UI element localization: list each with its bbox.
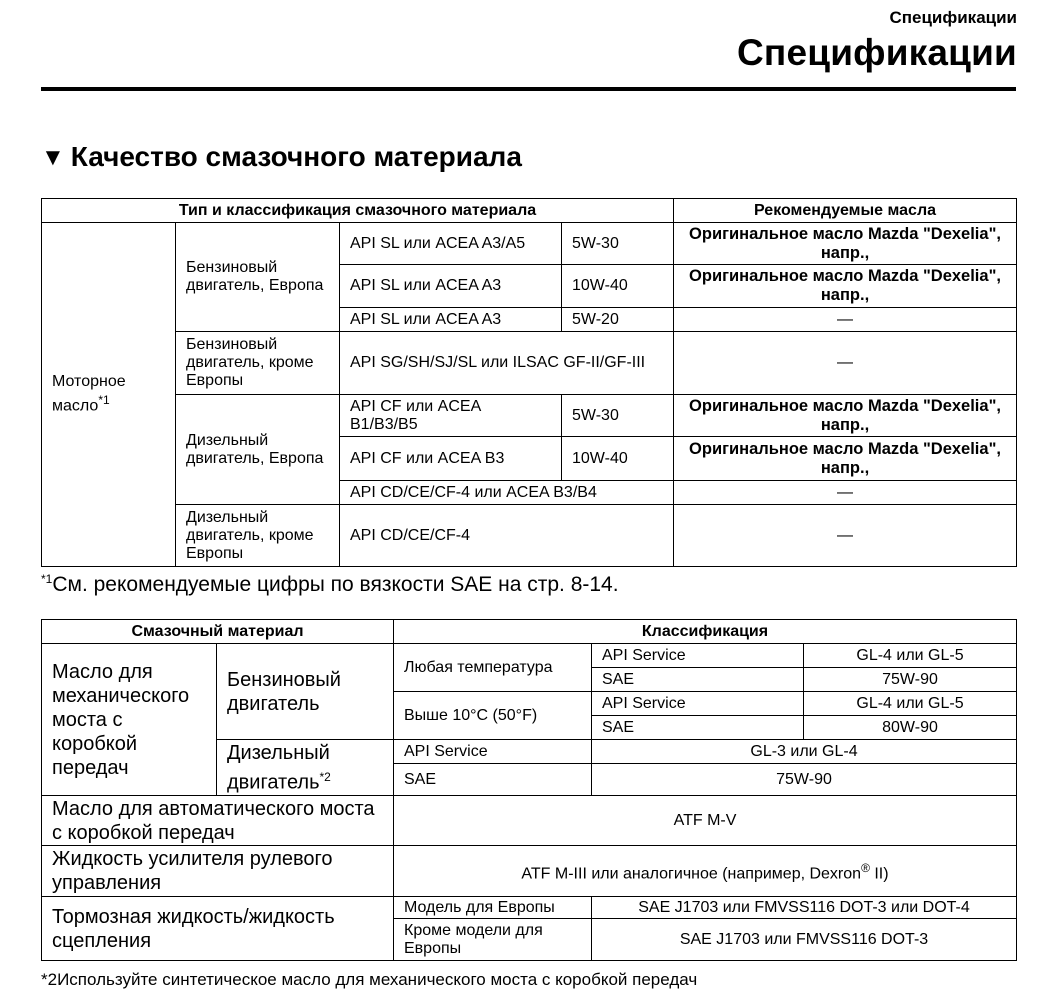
atf-axle-cell: Масло для автоматического моста с коробкой передач (42, 796, 394, 846)
steering-fluid-value (394, 846, 1017, 897)
recommended-cell: — (674, 332, 1017, 395)
triangle-marker-icon: ▼ (41, 144, 65, 171)
footnote-1 (41, 572, 619, 597)
brake-fluid-cell: Тормозная жидкость/жидкость сцепления (42, 897, 394, 961)
spec-cell: API CF или ACEA B1/B3/B5 (340, 395, 562, 437)
atf-axle-value: ATF M-V (394, 796, 1017, 846)
footnote-mark: *1 (98, 393, 110, 408)
spec-cell: API CF или ACEA B3 (340, 437, 562, 481)
column-header-recommended: Рекомендуемые масла (674, 199, 1017, 223)
engine-cell: Бензиновый двигатель, Европа (176, 223, 340, 332)
petrol-engine-cell: Бензиновый двигатель (217, 644, 394, 740)
spec-cell: API SG/SH/SJ/SL или ILSAC GF-II/GF-III (340, 332, 674, 395)
api-service-label: API Service (394, 740, 592, 764)
viscosity-cell: 10W-40 (562, 437, 674, 481)
engine-oil-table (41, 198, 1017, 567)
recommended-cell: Оригинальное масло Mazda "Dexelia", напр., (674, 223, 1017, 265)
spec-cell: API SL или ACEA A3 (340, 265, 562, 308)
viscosity-cell: 5W-30 (562, 223, 674, 265)
non-europe-model-cell: Кроме модели для Европы (394, 919, 592, 961)
running-header: Спецификации (889, 8, 1017, 27)
column-header-classification: Классификация (394, 620, 1017, 644)
diesel-engine-label: Дизельный двигатель (227, 741, 330, 794)
any-temp-cell: Любая температура (394, 644, 592, 692)
spec-cell: API SL или ACEA A3 (340, 308, 562, 332)
lubricant-table (41, 619, 1017, 961)
sae-value: 75W-90 (804, 668, 1017, 692)
footnote-2: *2Используйте синтетическое масло для механического моста с коробкой передач (41, 970, 698, 989)
above-temp-cell: Выше 10°C (50°F) (394, 692, 592, 740)
engine-cell: Бензиновый двигатель, кроме Европы (176, 332, 340, 395)
footnote-mark: *2 (319, 769, 331, 784)
api-value: GL-4 или GL-5 (804, 692, 1017, 716)
column-header-lubricant: Смазочный материал (42, 620, 394, 644)
diesel-engine-cell (217, 740, 394, 796)
europe-value: SAE J1703 или FMVSS116 DOT-3 или DOT-4 (592, 897, 1017, 919)
api-service-label: API Service (592, 692, 804, 716)
sae-value: 80W-90 (804, 716, 1017, 740)
api-service-label: API Service (592, 644, 804, 668)
column-header-type: Тип и классификация смазочного материала (42, 199, 674, 223)
section-title: Качество смазочного материала (70, 141, 522, 172)
registered-mark: ® (861, 860, 870, 875)
engine-oil-label-cell (42, 223, 176, 567)
recommended-cell: — (674, 308, 1017, 332)
recommended-cell: — (674, 505, 1017, 567)
sae-label: SAE (592, 668, 804, 692)
recommended-cell: Оригинальное масло Mazda "Dexelia", напр., (674, 265, 1017, 308)
recommended-cell: Оригинальное масло Mazda "Dexelia", напр., (674, 395, 1017, 437)
page-title: Спецификации (737, 32, 1017, 73)
engine-cell: Дизельный двигатель, кроме Европы (176, 505, 340, 567)
sae-value: 75W-90 (592, 764, 1017, 796)
engine-cell: Дизельный двигатель, Европа (176, 395, 340, 505)
footnote-1-mark: *1 (41, 572, 53, 586)
steering-fluid-cell: Жидкость усилителя рулевого управления (42, 846, 394, 897)
recommended-cell: Оригинальное масло Mazda "Dexelia", напр., (674, 437, 1017, 481)
engine-oil-label: Моторное масло (52, 373, 126, 415)
spec-cell: API SL или ACEA A3/A5 (340, 223, 562, 265)
viscosity-cell: 10W-40 (562, 265, 674, 308)
recommended-cell: — (674, 481, 1017, 505)
header-rule (41, 87, 1016, 91)
viscosity-cell: 5W-30 (562, 395, 674, 437)
non-europe-value: SAE J1703 или FMVSS116 DOT-3 (592, 919, 1017, 961)
sae-label: SAE (592, 716, 804, 740)
steering-value-text: ATF M-III или аналогичное (например, Dexron (521, 865, 862, 883)
viscosity-cell: 5W-20 (562, 308, 674, 332)
steering-value-suffix: II) (869, 865, 889, 883)
api-value: GL-3 или GL-4 (592, 740, 1017, 764)
spec-cell: API CD/CE/CF-4 (340, 505, 674, 567)
spec-cell: API CD/CE/CF-4 или ACEA B3/B4 (340, 481, 674, 505)
gear-oil-cell: Масло для механического моста с коробкой передач (42, 644, 217, 796)
section-heading (41, 141, 522, 173)
footnote-1-text: См. рекомендуемые цифры по вязкости SAE на стр. 8-14. (52, 573, 619, 596)
api-value: GL-4 или GL-5 (804, 644, 1017, 668)
sae-label: SAE (394, 764, 592, 796)
europe-model-cell: Модель для Европы (394, 897, 592, 919)
